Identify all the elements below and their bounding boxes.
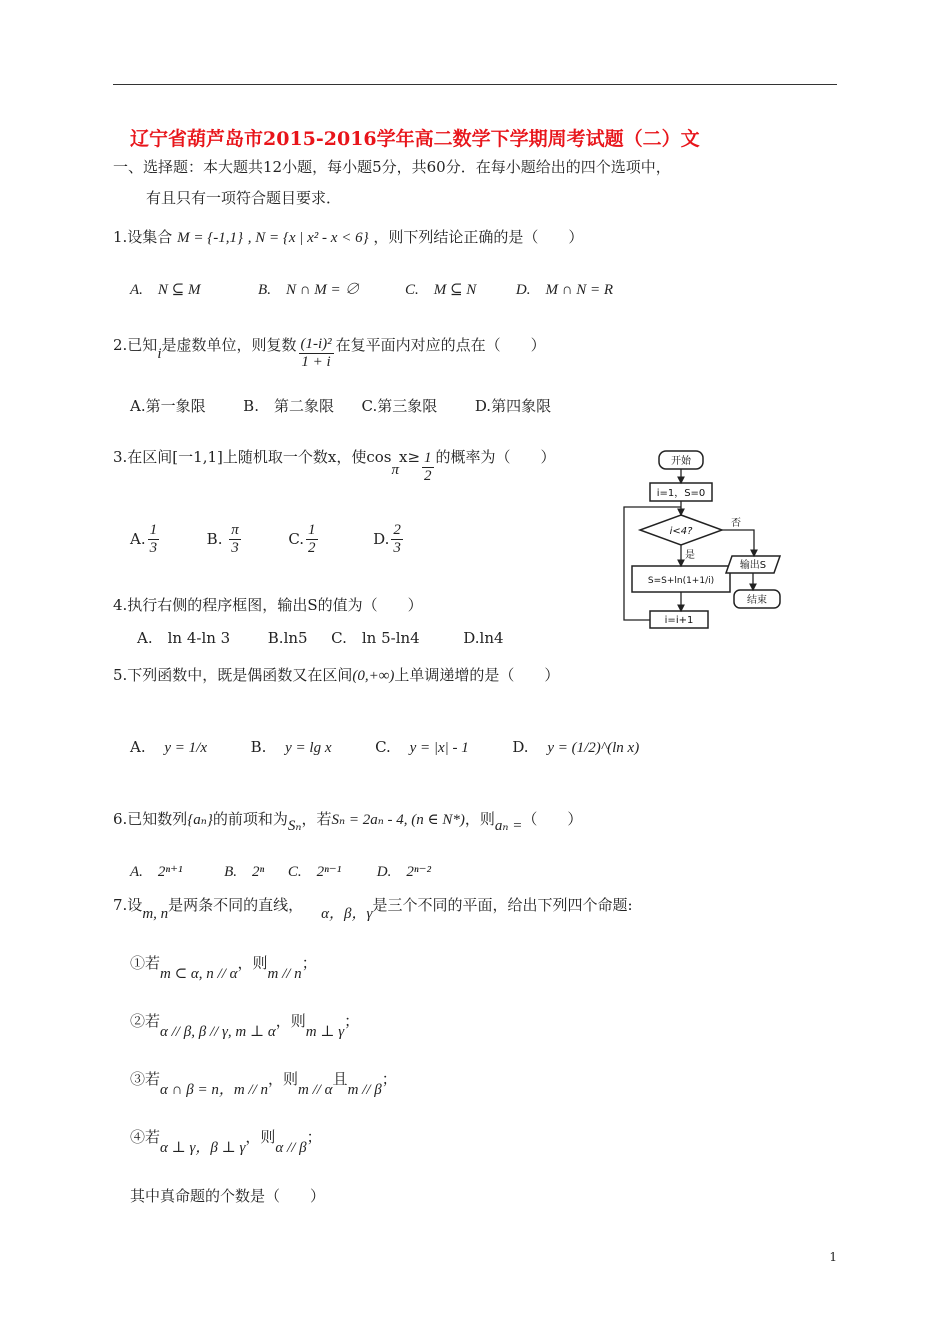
q3-num: 1: [422, 450, 434, 468]
q5-options: [130, 738, 639, 757]
page-number: 1: [829, 1250, 837, 1264]
flow-body-label: S=S+ln(1+1/i): [647, 576, 715, 586]
q1-lead: 1.设集合: [113, 228, 173, 246]
flow-incr-label: i=i+1: [664, 615, 694, 626]
q6-relation: Sₙ = 2aₙ - 4, (n ∈ N*): [331, 812, 465, 828]
q3-tail: 的概率为（ ）: [435, 447, 556, 466]
q5-option-a-label: A.: [130, 738, 146, 756]
q6-option-c: C. 2ⁿ⁻¹: [287, 864, 342, 880]
q2-mid: 是虚数单位，则复数: [161, 335, 297, 354]
q3-option-b: B. $\frac{\pi}{3}$: [206, 522, 239, 557]
q3-option-a: A. $\frac{1}{3}$: [130, 522, 158, 557]
q2-options: [130, 395, 551, 416]
question-4: 4.执行右侧的程序框图，输出S的值为（ ）: [113, 596, 423, 614]
q7-tail: 是三个不同的平面，给出下列四个命题:: [372, 896, 633, 914]
q3-fraction: [422, 450, 434, 486]
q2-lead: 2.已知: [113, 335, 158, 354]
q4-option-b: B.ln5: [267, 629, 308, 647]
q6-lead: 6.已知数列: [113, 810, 188, 828]
q5-option-b: y = lg x: [285, 740, 332, 756]
q4-option-c: C. ln 5-ln4: [331, 629, 420, 647]
q2-num: (1-i)²: [299, 336, 334, 354]
q2-option-d: D.第四象限: [474, 397, 552, 415]
flow-init-label: i=1，S=0: [656, 488, 706, 499]
q7-planes: α，β，γ: [321, 906, 373, 922]
q5-option-b-label: B.: [250, 738, 267, 756]
q6-option-d: D. 2ⁿ⁻²: [376, 864, 432, 880]
q5-option-a: y = 1/x: [164, 740, 207, 756]
q6-mid2: ，若: [301, 810, 332, 828]
q5-option-d-label: D.: [512, 738, 529, 756]
q5-option-c-label: C.: [375, 738, 391, 756]
q1-option-d: D. M ∩ N = R: [515, 282, 614, 298]
q6-tail: （ ）: [522, 810, 583, 828]
q3-den: 2: [424, 468, 432, 485]
q2-option-a: A.第一象限: [130, 397, 206, 415]
question-7: [113, 894, 633, 922]
q3-lead: 3.在区间[一1,1]上随机取一个数x，使cos: [113, 447, 392, 466]
flow-output-label: 输出S: [739, 560, 767, 571]
section-header-line2: 有且只有一项符合题目要求．: [146, 189, 342, 207]
q6-an: {aₙ}: [187, 812, 213, 828]
q5-stem: 5.下列函数中，既是偶函数又在区间: [113, 666, 353, 684]
q1-option-a: A. N ⊆ M: [130, 282, 201, 298]
q6-mid: 的前项和为: [212, 810, 288, 828]
q6-an2: aₙ =: [494, 818, 523, 834]
q7-mn: m, n: [142, 906, 169, 922]
q2-option-c: C.第三象限: [361, 397, 438, 415]
flow-yes-label: 是: [685, 550, 695, 561]
q7-lead: 7.设: [113, 896, 143, 914]
question-5: [113, 664, 559, 685]
page-title: 辽宁省葫芦岛市2015-2016学年高二数学下学期周考试题（二）文: [130, 128, 700, 150]
q2-option-b: B. 第二象限: [243, 397, 334, 415]
q5-interval: (0,+∞): [352, 668, 395, 684]
q4-option-d: D.ln4: [463, 629, 504, 647]
q1-set-n: , N = {x | x² - x < 6}: [247, 230, 369, 246]
q7-final-question: 其中真命题的个数是（ ）: [130, 1187, 326, 1205]
q6-option-a: A. 2ⁿ⁺¹: [130, 864, 183, 880]
q6-sn: Sₙ: [287, 818, 302, 834]
q2-den: 1 + i: [301, 354, 331, 371]
q5-tail: 上单调递增的是（ ）: [394, 666, 560, 684]
q3-pi: π: [391, 461, 399, 478]
flow-start-label: 开始: [671, 456, 691, 467]
q1-set-m: M = {-1,1}: [177, 230, 243, 246]
q3-option-d: D. $\frac{2}{3}$: [373, 522, 401, 557]
q7-mid: 是两条不同的直线，: [168, 896, 304, 914]
q7-proposition-1: ①若m ⊂ α, n // α，则m // n；: [130, 954, 317, 982]
q1-options: [130, 278, 613, 299]
q3-option-c: C. $\frac{1}{2}$: [288, 522, 316, 557]
q6-options: [130, 860, 431, 881]
flow-no-label: 否: [731, 518, 741, 529]
q2-i: i: [157, 345, 162, 362]
question-1: [113, 226, 583, 247]
q1-tail: ，则下列结论正确的是（ ）: [373, 228, 584, 246]
question-3: [113, 440, 556, 485]
q6-option-b: B. 2ⁿ: [224, 864, 265, 880]
section-header-line1: 一、选择题：本大题共12小题，每小题5分，共60分．在每小题给出的四个选项中，: [113, 158, 671, 176]
q7-proposition-2: ②若α // β, β // γ, m ⊥ α，则m ⊥ γ；: [130, 1012, 360, 1040]
q2-tail: 在复平面内对应的点在（ ）: [335, 335, 546, 354]
header-rule: [113, 84, 837, 85]
q1-option-c: C. M ⊆ N: [404, 282, 477, 298]
q1-option-b: B. N ∩ M = ∅: [258, 282, 360, 298]
q4-options: [137, 627, 504, 648]
flow-condition-label: i<4?: [669, 526, 693, 537]
q2-fraction: [299, 336, 334, 372]
question-2: [113, 328, 546, 371]
q3-mid: x≥: [398, 447, 421, 466]
q5-option-c: y = |x| - 1: [409, 740, 469, 756]
q5-option-d: y = (1/2)^(ln x): [547, 740, 640, 756]
q7-proposition-4: ④若α ⊥ γ，β ⊥ γ，则α // β；: [130, 1128, 322, 1156]
program-flowchart: [622, 445, 792, 641]
q6-mid3: ，则: [464, 810, 495, 828]
q4-option-a: A. ln 4-ln 3: [137, 629, 231, 647]
question-6: [113, 808, 583, 834]
q7-proposition-3: ③若α ∩ β = n，m // n，则m // α且m // β；: [130, 1070, 397, 1098]
q3-options: [130, 522, 405, 558]
flow-end-label: 结束: [747, 595, 767, 606]
